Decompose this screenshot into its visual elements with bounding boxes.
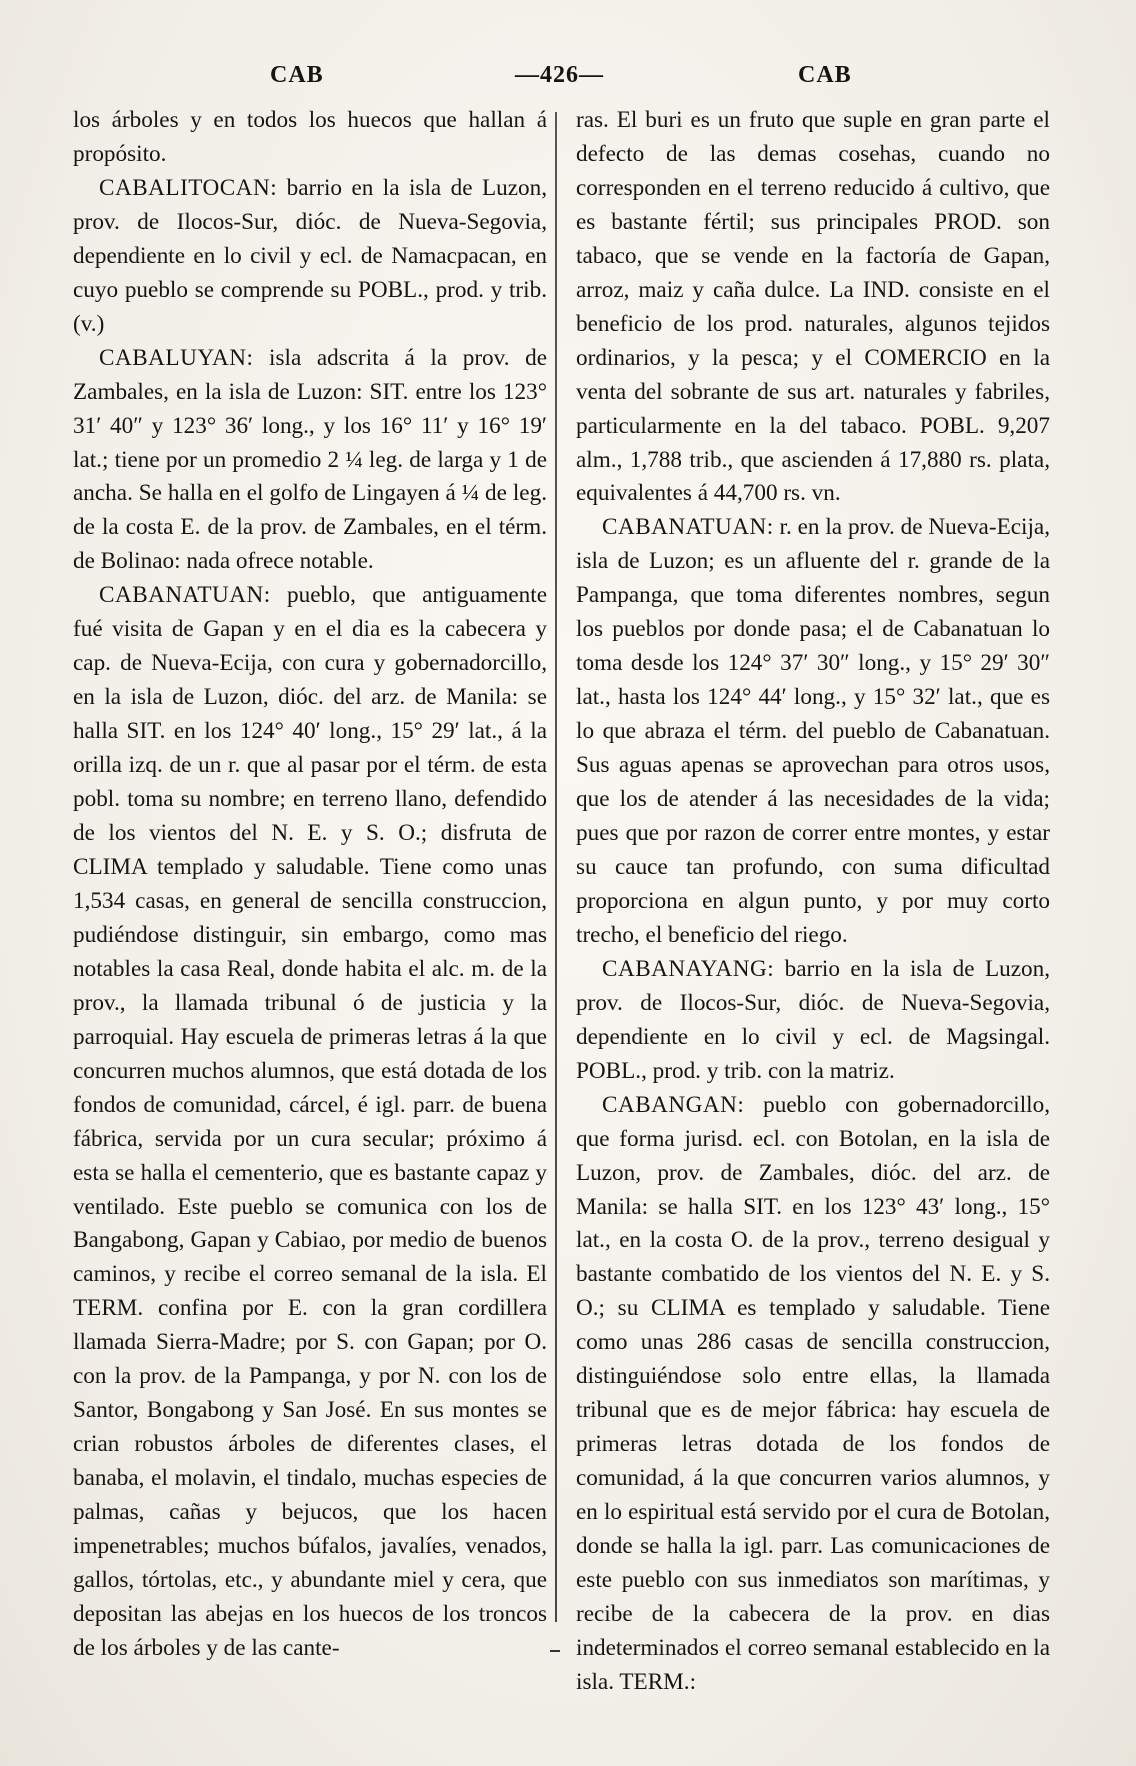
left-column [73,104,547,1666]
entry-headword: CABALITOCAN: [99,174,278,201]
entry [73,579,547,1666]
entry-text: pueblo, que antiguamente fué visita de Gapan y en el dia es la cabecera y cap. de Nueva-Ecija, con cura y gobernadorcillo, en la isla de Luzon, dióc. del arz. de Manila: se halla SIT. en los 124° 40′ long., 15° 29′ lat., á la orilla izq. de un r. que al pasar por el térm. de esta pobl. toma su nombre; en terreno llano, defendido de los vientos del N. E. y S. O.; disfruta de CLIMA templado y saludable. Tiene como unas 1,534 casas, en general de sencilla construccion, pudiéndose distinguir, sin embargo, como mas notables la casa Real, donde habita el alc. m. de la prov., la llamada tribunal ó de justicia y la parroquial. Hay escuela de primeras letras á la que concurren muchos alumnos, que está dotada de los fondos de comunidad, cárcel, é igl. parr. de buena fábrica, servida por un cura secular; próximo á esta se halla el cementerio, que es bastante capaz y ventilado. Este pueblo se comunica con los de Bangabong, Gapan y Cabiao, por medio de buenos caminos, y recibe el correo semanal de la isla. El TERM. confina por E. con la gran cordillera llamada Sierra-Madre; por S. con Gapan; por O. con la prov. de la Pampanga, y por N. con los de Santor, Bongabong y San José. En sus montes se crian robustos árboles de diferentes clases, el banaba, el molavin, el tindalo, muchas especies de palmas, cañas y bejucos, que los hacen impenetrables; muchos búfalos, javalíes, venados, gallos, tórtolas, etc., y abundante miel y cera, que depositan las abejas en los huecos de los troncos de los árboles y de las cante- [73,582,547,1661]
entry-headword: CABANAYANG: [602,955,775,982]
entry-headword: CABANATUAN: [99,582,271,609]
entry-headword: CABANATUAN: [602,514,774,541]
header-left-guide-word: CAB [270,62,324,88]
entry [73,342,547,580]
entry-text: barrio en la isla de Luzon, prov. de Ilocos-Sur, dióc. de Nueva-Segovia, dependiente en lo civil y ecl. de Magsingal. POBL., prod. y trib. con la matriz. [576,955,1050,1084]
page-number: —426— [515,62,604,88]
entry-continuation [73,104,547,172]
entry-text: barrio en la isla de Luzon, prov. de Ilocos-Sur, dióc. de Nueva-Segovia, dependiente en lo civil y ecl. de Namacpacan, en cuyo pueblo se comprende su POBL., prod. y trib. (v.) [73,174,547,337]
header-right-guide-word: CAB [798,62,852,88]
entry-text: r. en la prov. de Nueva-Ecija, isla de Luzon; es un afluente del r. grande de la Pampanga, que toma diferentes nombres, segun los pueblos por donde pasa; el de Cabanatuan lo toma desde los 124° 37′ 30″ long., y 15° 29′ 30″ lat., hasta los 124° 44′ long., y 15° 32′ lat., que es lo que abraza el térm. del pueblo de Cabanatuan. Sus aguas apenas se aprovechan para otros usos, que los de atender á las necesidades de la vida; pues que por razon de correr entre montes, y estar su cauce tan profundo, con suma dificultad proporciona en algun punto, y por muy corto trecho, el beneficio del riego. [576,514,1050,948]
entry [73,172,547,342]
column-divider [555,112,557,1622]
entry [576,953,1050,1089]
entry-continuation [576,104,1050,511]
entry-headword: CABALUYAN: [99,344,254,371]
entry-text: isla adscrita á la prov. de Zambales, en la isla de Luzon: SIT. entre los 123° 31′ 40″ y 123° 36′ long., y los 16° 11′ y 16° 19′ lat.; tiene por un promedio 2 ¼ leg. de larga y 1 de ancha. Se halla en el golfo de Lingayen á ¼ de leg. de la costa E. de la prov. de Zambales, en el térm. de Bolinao: nada ofrece notable. [73,344,547,575]
running-header [60,62,1060,102]
entry-text: los árboles y en todos los huecos que hallan á propósito. [73,107,547,167]
right-column [576,104,1050,1700]
entry-text: pueblo con gobernadorcillo, que forma jurisd. ecl. con Botolan, en la isla de Luzon, prov. de Zambales, dióc. del arz. de Manila: se halla SIT. en los 123° 43′ long., 15° lat., en la costa O. de la prov., terreno desigual y bastante combatido de los vientos del N. E. y S. O.; su CLIMA es templado y saludable. Tiene como unas 286 casas de sencilla construccion, distinguiéndose solo entre ellas, la llamada tribunal que es de mejor fábrica: hay escuela de primeras letras dotada de los fondos de comunidad, á la que concurren varios alumnos, y en lo espiritual está servido por el cura de Botolan, donde se halla la igl. parr. Las comunicaciones de este pueblo con sus inmediatos son marítimas, y recibe de la cabecera de la prov. en dias indeterminados el correo semanal establecido en la isla. TERM.: [576,1091,1050,1695]
entry-text: ras. El buri es un fruto que suple en gran parte el defecto de las demas cosehas, cuando no corresponden en el terreno reducido á cultivo, que es bastante fértil; sus principales PROD. son tabaco, que se vende en la factoría de Gapan, arroz, maiz y caña dulce. La IND. consiste en el beneficio de los prod. naturales, algunos tejidos ordinarios, y la pesca; y el COMERCIO en la venta del sobrante de sus art. naturales y fabriles, particularmente en la del tabaco. POBL. 9,207 alm., 1,788 trib., que ascienden á 17,880 rs. plata, equivalentes á 44,700 rs. vn. [576,107,1050,507]
entry-headword: CABANGAN: [602,1091,745,1118]
divider-end-mark [550,1650,560,1652]
entry [576,1089,1050,1700]
entry [576,511,1050,952]
